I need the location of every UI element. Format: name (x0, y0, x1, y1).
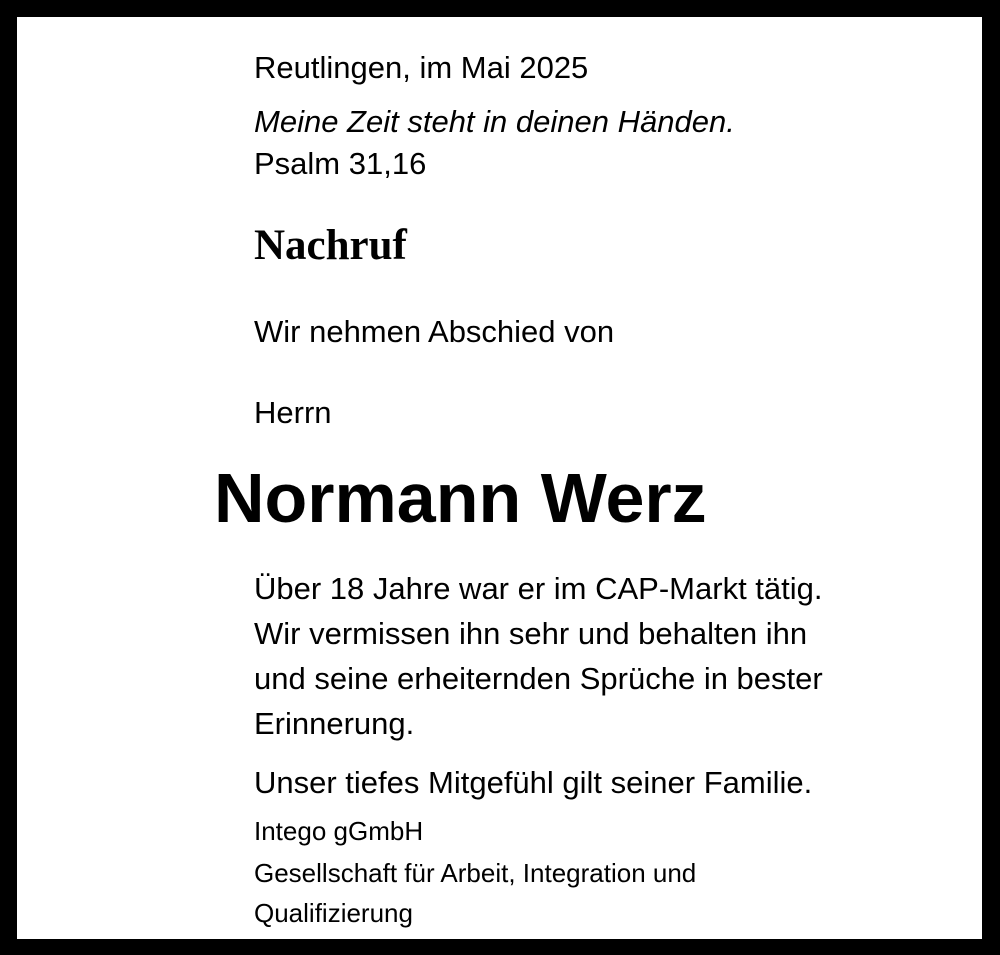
verse-reference: Psalm 31,16 (254, 146, 427, 181)
intro-text: Wir nehmen Abschied von (254, 314, 615, 349)
organization-description (254, 853, 696, 933)
tribute-line: Wir vermissen ihn sehr und behalten ihn (254, 616, 808, 651)
tribute-text (254, 566, 823, 746)
organization-description-line: Qualifizierung (254, 898, 413, 928)
deceased-name: Normann Werz (214, 459, 707, 537)
condolence-text: Unser tiefes Mitgefühl gilt seiner Familie. (254, 765, 813, 800)
tribute-line: und seine erheiternden Sprüche in bester (254, 661, 823, 696)
salutation: Herrn (254, 395, 332, 430)
notice-heading: Nachruf (254, 222, 407, 269)
organization-name: Intego gGmbH (254, 816, 424, 846)
tribute-line: Erinnerung. (254, 706, 415, 741)
bible-verse: Meine Zeit steht in deinen Händen. (254, 104, 735, 139)
tribute-line: Über 18 Jahre war er im CAP-Markt tätig. (254, 571, 823, 606)
place-date: Reutlingen, im Mai 2025 (254, 50, 589, 85)
organization-description-line: Gesellschaft für Arbeit, Integration und (254, 858, 697, 888)
